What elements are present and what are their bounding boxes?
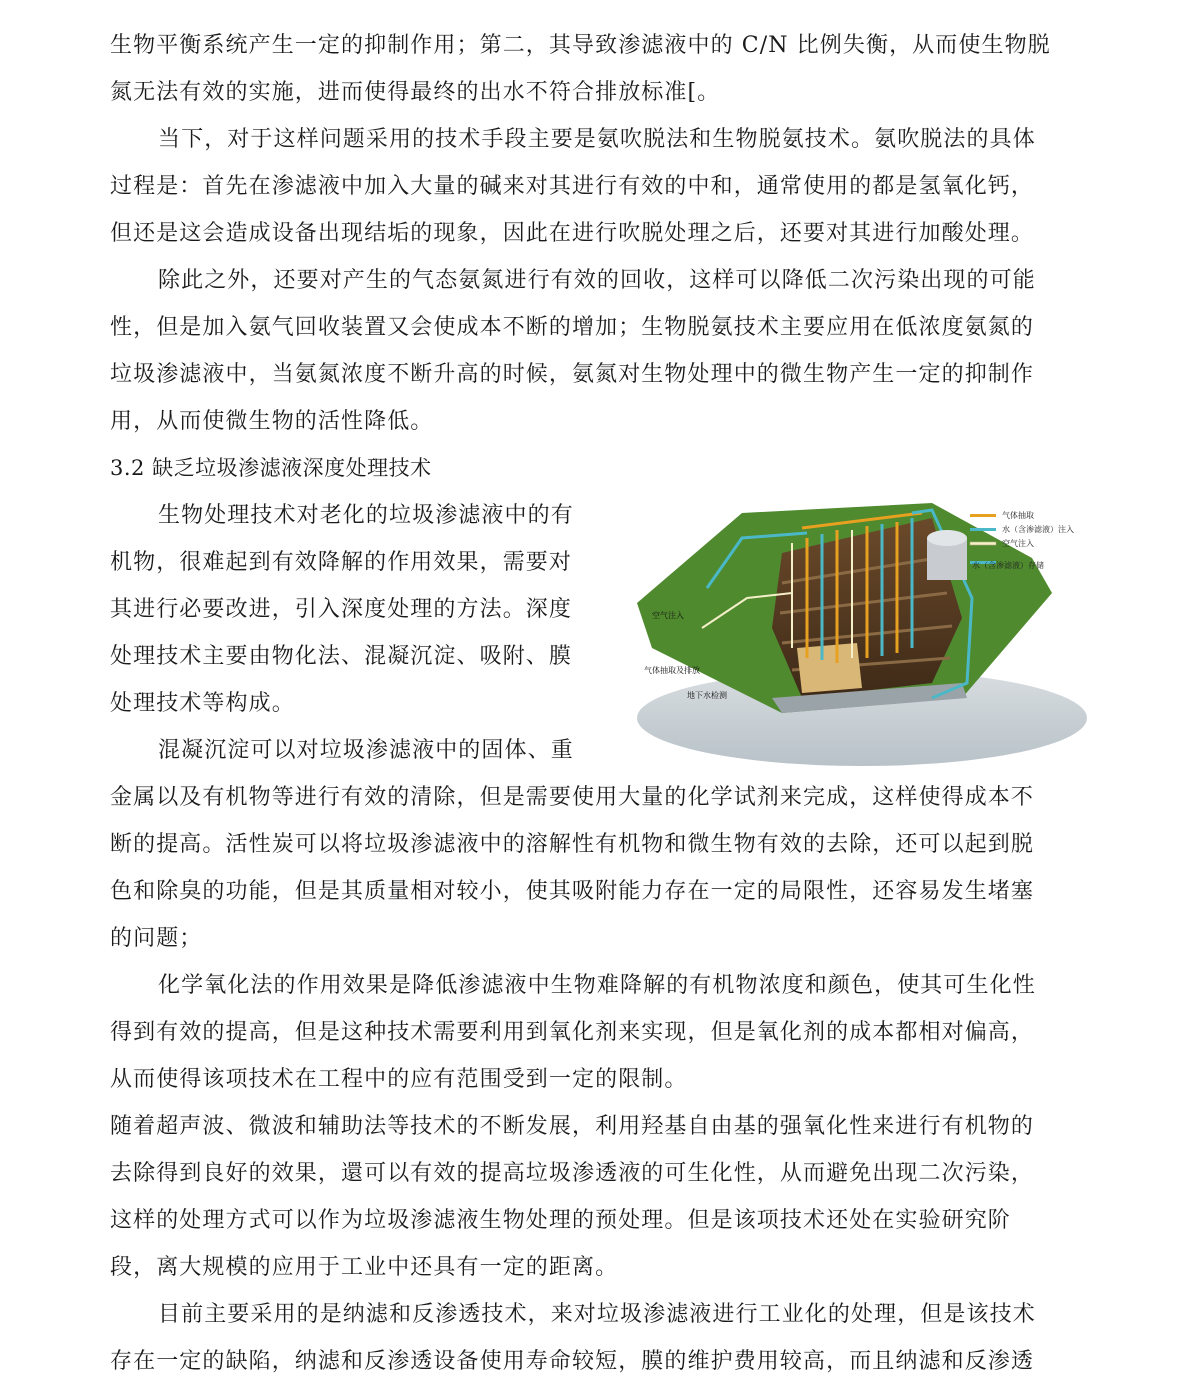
paragraph-2 [110,116,1078,257]
text-line: 处理技术等构成。 [110,691,295,716]
paragraph-7 [110,1103,1078,1291]
text-line: 随着超声波、微波和辅助法等技术的不断发展，利用羟基自由基的强氧化性来进行有机物的 [110,1114,1035,1139]
text-line: 当下，对于这样问题采用的技术手段主要是氨吹脱法和生物脱氨技术。氨吹脱法的具体 [158,127,1036,152]
text-line: 去除得到良好的效果，還可以有效的提高垃圾渗透液的可生化性，从而避免出现二次污染， [110,1161,1035,1186]
paragraph-3 [110,257,1078,445]
text-line: 用，从而使微生物的活性降低。 [110,409,434,434]
text-line: 除此之外，还要对产生的气态氨氮进行有效的回收，这样可以降低二次污染出现的可能 [158,268,1036,293]
legend-swatch [970,528,996,531]
landfill-diagram [632,498,1092,768]
legend-label: 气体抽取 [1002,511,1034,520]
text-line: 段，离大规模的应用于工业中还具有一定的距离。 [110,1255,619,1280]
text-line: 色和除臭的功能，但是其质量相对较小，使其吸附能力存在一定的局限性，还容易发生堵塞 [110,879,1035,904]
callout-gas-extract: 气体抽取及排放 [644,666,700,675]
tank-top [927,530,967,546]
legend-swatch [970,514,996,517]
text-line: 其进行必要改进，引入深度处理的方法。深度 [110,597,573,622]
text-line: 化学氧化法的作用效果是降低渗滤液中生物难降解的有机物浓度和颜色，使其可生化性 [158,973,1036,998]
text-line: 性，但是加入氨气回收装置又会使成本不断的增加；生物脱氨技术主要应用在低浓度氨氮的 [110,315,1035,340]
text-line: 金属以及有机物等进行有效的清除，但是需要使用大量的化学试剂来完成，这样使得成本不 [110,785,1035,810]
text-line: 从而使得该项技术在工程中的应有范围受到一定的限制。 [110,1067,688,1092]
paragraph-1 [110,22,1078,116]
text-line: 这样的处理方式可以作为垃圾渗滤液生物处理的预处理。但是该项技术还处在实验研究阶 [110,1208,1011,1233]
text-line: 机物，很难起到有效降解的作用效果，需要对 [110,550,573,575]
legend-label: 水（含渗滤液）注入 [1002,525,1074,534]
section-heading: 3.2 缺乏垃圾渗滤液深度处理技术 [110,456,432,480]
text-line: 得到有效的提高，但是这种技术需要利用到氧化剂来实现，但是氧化剂的成本都相对偏高， [110,1020,1035,1045]
text-line: 混凝沉淀可以对垃圾渗滤液中的固体、重 [158,738,574,763]
text-line: 氮无法有效的实施，进而使得最终的出水不符合排放标准[。 [110,80,721,105]
landfill-illustration [632,498,1092,768]
text-line: 垃圾渗滤液中，当氨氮浓度不断升高的时候，氨氮对生物处理中的微生物产生一定的抑制作 [110,362,1035,387]
text-line: 的问题； [110,926,203,951]
text-line: 断的提高。活性炭可以将垃圾渗滤液中的溶解性有机物和微生物有效的去除，还可以起到脱 [110,832,1035,857]
text-line: 过程是：首先在渗滤液中加入大量的碱来对其进行有效的中和，通常使用的都是氢氧化钙， [110,174,1035,199]
callout-air-inject: 空气注入 [652,611,684,620]
legend-label: 空气注入 [1002,539,1034,548]
paragraph-6 [110,962,1078,1103]
text-line: 存在一定的缺陷，纳滤和反渗透设备使用寿命较短，膜的维护费用较高，而且纳滤和反渗透 [110,1349,1035,1374]
callout-groundwater: 地下水检测 [687,691,727,700]
text-line: 生物平衡系统产生一定的抑制作用；第二，其导致渗滤液中的 C/N 比例失衡，从而使生物脱 [110,33,1051,58]
text-line: 处理技术主要由物化法、混凝沉淀、吸附、膜 [110,644,573,669]
text-line: 目前主要采用的是纳滤和反渗透技术，来对垃圾渗滤液进行工业化的处理，但是该技术 [158,1302,1036,1327]
text-line: 但还是这会造成设备出现结垢的现象，因此在进行吹脱处理之后，还要对其进行加酸处理。 [110,221,1035,246]
legend-label: 水（含渗滤液）存储 [972,561,1044,570]
paragraph-8 [110,1291,1078,1385]
legend-swatch [970,542,996,545]
text-line: 生物处理技术对老化的垃圾渗滤液中的有 [158,503,574,528]
